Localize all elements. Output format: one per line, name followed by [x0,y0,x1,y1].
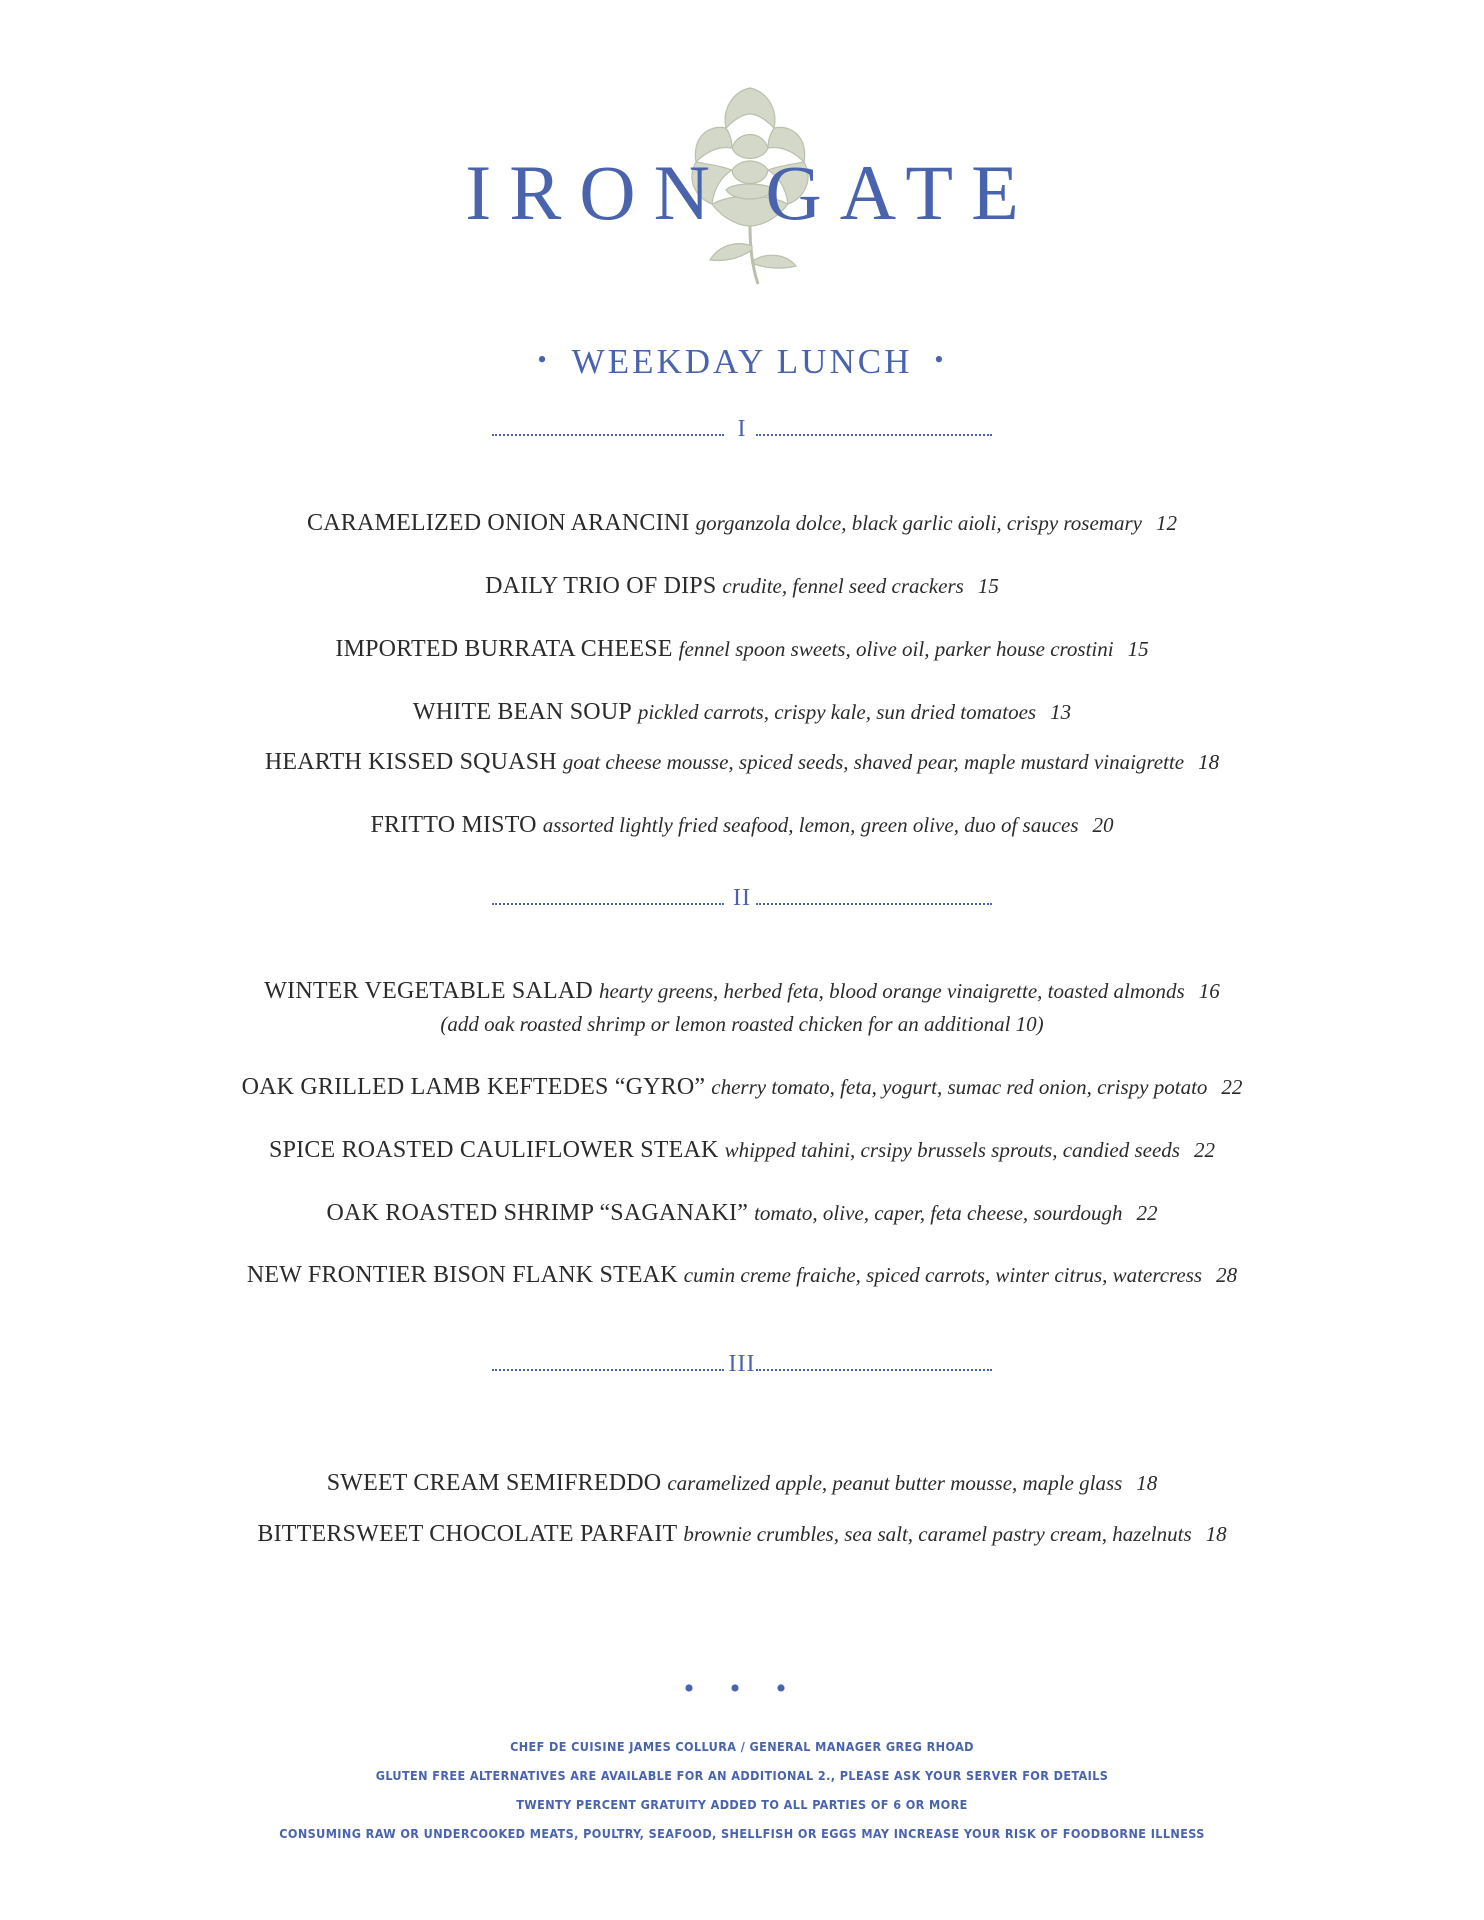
bullet-icon: • [537,345,550,374]
footer-ornament: • • • [683,1672,801,1705]
footer-health-warning: CONSUMING RAW OR UNDERCOOKED MEATS, POULTRY, SEAFOOD, SHELLFISH OR EGGS MAY INCREASE YOUR RISK OF FOODBORNE ILLNESS [279,1826,1205,1841]
bullet-icon: • [934,345,947,374]
menu-item [0,1074,1484,1101]
item-price: 18 [1205,1522,1227,1546]
footer-gluten-note: GLUTEN FREE ALTERNATIVES ARE AVAILABLE FOR AN ADDITIONAL 2., PLEASE ASK YOUR SERVER FOR DETAILS [375,1768,1109,1783]
dotted-line [756,434,992,436]
menu-item [0,1521,1484,1548]
item-name: FRITTO MISTO [370,812,537,838]
section-divider-1 [492,416,992,449]
item-price: 15 [977,574,999,598]
menu-item [0,749,1484,776]
footer-staff: CHEF DE CUISINE JAMES COLLURA / GENERAL MANAGER GREG RHOAD [510,1739,974,1754]
item-description: gorganzola dolce, black garlic aioli, crispy rosemary [695,511,1142,535]
item-price: 12 [1155,511,1177,535]
logo [0,70,1484,290]
menu-item [0,812,1484,839]
item-name: BITTERSWEET CHOCOLATE PARFAIT [257,1521,678,1547]
item-description: cumin creme fraiche, spiced carrots, winter citrus, watercress [683,1263,1203,1287]
menu-item [0,699,1484,726]
item-price: 22 [1136,1201,1158,1225]
item-price: 22 [1221,1075,1243,1099]
item-name: HEARTH KISSED SQUASH [264,749,557,775]
item-price: 22 [1193,1138,1215,1162]
menu-item [0,510,1484,537]
item-name: DAILY TRIO OF DIPS [485,573,717,599]
item-description: hearty greens, herbed feta, blood orange vinaigrette, toasted almonds [598,979,1185,1003]
item-price: 13 [1050,700,1072,724]
menu-item [0,1262,1484,1289]
item-description: cherry tomato, feta, yogurt, sumac red onion, crispy potato [711,1075,1208,1099]
section-numeral: II [733,885,751,911]
item-name: OAK GRILLED LAMB KEFTEDES “GYRO” [241,1074,706,1100]
item-name: WHITE BEAN SOUP [412,699,632,725]
item-price: 18 [1136,1471,1158,1495]
item-price: 20 [1092,813,1114,837]
menu-item [0,1200,1484,1227]
section-numeral: III [728,1351,756,1377]
item-price: 18 [1198,750,1220,774]
item-price: 16 [1198,979,1220,1003]
item-name: OAK ROASTED SHRIMP “SAGANAKI” [326,1200,749,1226]
section-divider-2 [492,885,992,918]
item-name: WINTER VEGETABLE SALAD [264,978,593,1004]
item-description: pickled carrots, crispy kale, sun dried tomatoes [637,700,1037,724]
item-description: crudite, fennel seed crackers [722,574,964,598]
item-name: SPICE ROASTED CAULIFLOWER STEAK [269,1137,719,1163]
item-name: CARAMELIZED ONION ARANCINI [307,510,690,536]
menu-title [0,342,1484,382]
item-price: 28 [1216,1263,1238,1287]
item-description: assorted lightly fried seafood, lemon, green olive, duo of sauces [542,813,1079,837]
item-description: goat cheese mousse, spiced seeds, shaved pear, maple mustard vinaigrette [562,750,1185,774]
item-name: NEW FRONTIER BISON FLANK STEAK [246,1262,678,1288]
restaurant-name: IRON GATE [465,149,1037,236]
item-name: SWEET CREAM SEMIFREDDO [326,1470,662,1496]
menu-title-text: WEEKDAY LUNCH [571,342,913,381]
menu-item [0,1470,1484,1497]
item-note: (add oak roasted shrimp or lemon roasted chicken for an additional 10) [440,1012,1044,1036]
menu-item [0,573,1484,600]
dotted-line [756,1369,992,1371]
item-description: fennel spoon sweets, olive oil, parker house crostini [678,637,1114,661]
item-description: tomato, olive, caper, feta cheese, sourdough [754,1201,1123,1225]
section-numeral: I [737,416,747,442]
section-divider-3 [492,1351,992,1384]
item-name: IMPORTED BURRATA CHEESE [335,636,673,662]
menu-item [0,978,1484,1005]
item-price: 15 [1127,637,1149,661]
item-description: whipped tahini, crsipy brussels sprouts, candied seeds [724,1138,1180,1162]
menu-item [0,1137,1484,1164]
menu-item [0,636,1484,663]
item-description: caramelized apple, peanut butter mousse, maple glass [667,1471,1123,1495]
dotted-line [756,903,992,905]
footer-gratuity-note: TWENTY PERCENT GRATUITY ADDED TO ALL PARTIES OF 6 OR MORE [516,1797,968,1812]
item-description: brownie crumbles, sea salt, caramel pastry cream, hazelnuts [683,1522,1192,1546]
